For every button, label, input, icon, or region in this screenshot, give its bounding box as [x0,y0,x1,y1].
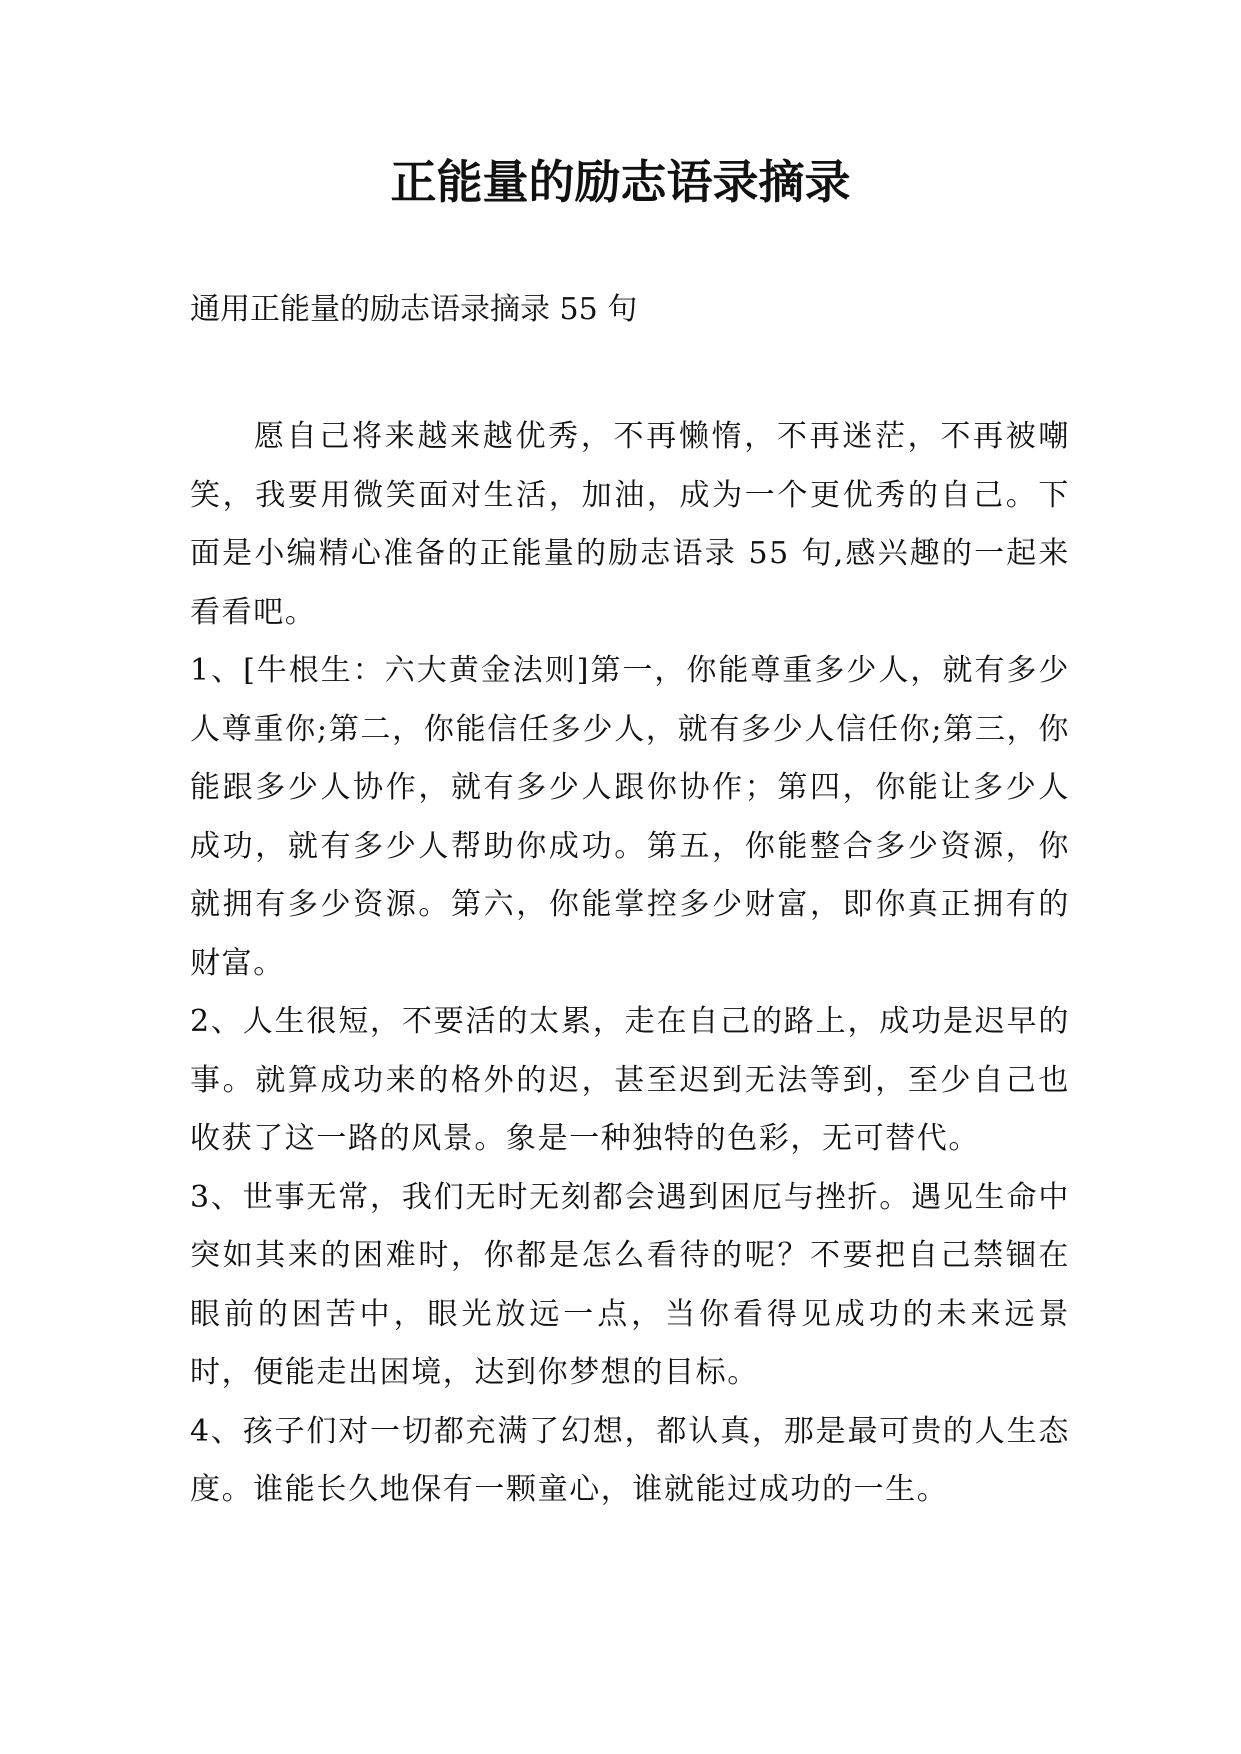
quote-paragraph: 3、世事无常，我们无时无刻都会遇到困厄与挫折。遇见生命中突如其来的困难时，你都是怎么看待的呢？不要把自己禁锢在眼前的困苦中，眼光放远一点，当你看得见成功的未来远景时，便能走出困境，达到你梦想的目标。 [190,1179,1070,1390]
quote-paragraph: 4、孩子们对一切都充满了幻想，都认真，那是最可贵的人生态度。谁能长久地保有一颗童心，谁就能过成功的一生。 [190,1413,1070,1507]
document-subtitle: 通用正能量的励志语录摘录 55 句 [190,292,638,327]
document-body [190,408,1070,1520]
document-title: 正能量的励志语录摘录 [390,155,851,209]
intro-paragraph: 愿自己将来越来越优秀，不再懒惰，不再迷茫，不再被嘲笑，我要用微笑面对生活，加油，成为一个更优秀的自己。下面是小编精心准备的正能量的励志语录 55 句,感兴趣的一起来看看吧。 [190,419,1070,630]
quote-paragraph: 1、[牛根生：六大黄金法则]第一，你能尊重多少人，就有多少人尊重你;第二，你能信任多少人，就有多少人信任你;第三，你能跟多少人协作，就有多少人跟你协作；第四，你能让多少人成功，就有多少人帮助你成功。第五，你能整合多少资源，你就拥有多少资源。第六，你能掌控多少财富，即你真正拥有的财富。 [190,653,1070,981]
quote-paragraph: 2、人生很短，不要活的太累，走在自己的路上，成功是迟早的事。就算成功来的格外的迟，甚至迟到无法等到，至少自己也收获了这一路的风景。象是一种独特的色彩，无可替代。 [190,1004,1070,1156]
